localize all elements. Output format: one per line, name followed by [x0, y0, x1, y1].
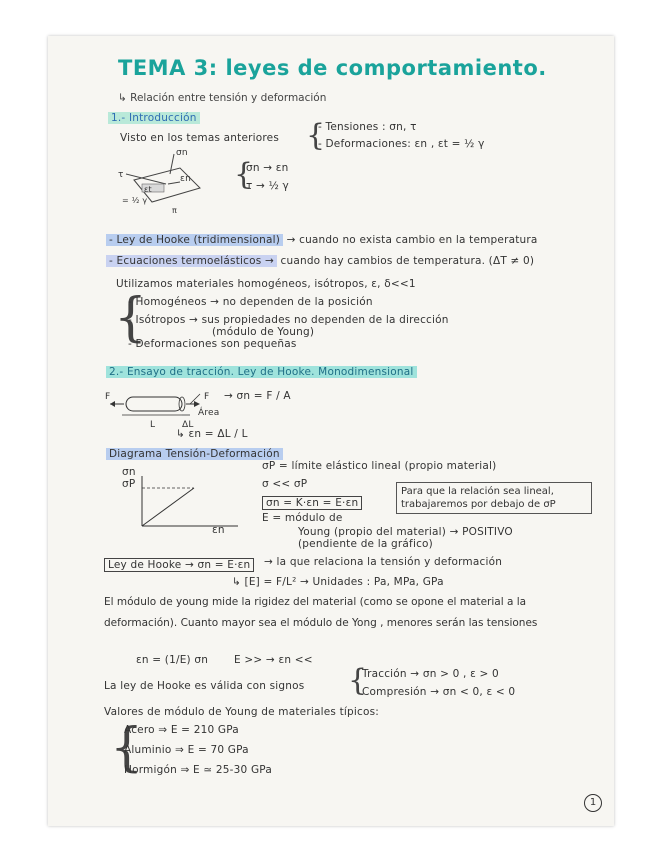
brace-relations: { — [234, 157, 254, 192]
sign-item: Compresión → σn < 0, ε < 0 — [362, 686, 516, 698]
force-right-label: F — [204, 392, 210, 402]
diagram-axis-y: σn — [122, 466, 136, 478]
property-item: - Homogéneos → no dependen de la posición — [128, 296, 373, 308]
intro-list-item: - Tensiones : σn, τ — [318, 121, 417, 133]
intro-heading: 1.- Introducción — [108, 112, 200, 124]
page-subtitle: ↳ Relación entre tensión y deformación — [118, 92, 327, 104]
diagram-heading: Diagrama Tensión-Deformación — [106, 448, 283, 460]
linear-note-box: Para que la relación sea lineal, trabajaremos por debajo de σP — [396, 482, 592, 514]
diagram-axis-y2: σP — [122, 478, 136, 490]
hooke-thermo-row — [106, 255, 534, 267]
page-number: 1 — [584, 794, 602, 812]
property-item: - Deformaciones son pequeñas — [128, 338, 297, 350]
fig-half-gamma: = ½ γ — [122, 196, 148, 205]
hooke-tri-text: → cuando no exista cambio en la temperatura — [286, 234, 538, 246]
e-definition: E = módulo de — [262, 512, 343, 524]
e-definition-2: Young (propio del material) → POSITIVO — [298, 526, 513, 538]
e-definition-3: (pendiente de la gráfico) — [298, 538, 433, 550]
hooke-tri-row — [106, 234, 538, 246]
sign-item: Tracción → σn > 0 , ε > 0 — [362, 668, 499, 680]
delta-length-label: ΔL — [182, 420, 194, 430]
intro-seen-text: Visto en los temas anteriores — [120, 132, 280, 144]
stress-element-figure — [114, 154, 234, 214]
brace-intro: { — [306, 118, 326, 153]
notebook-page — [48, 36, 614, 826]
sigma-condition: σ << σP — [262, 478, 308, 490]
young-paragraph: El módulo de young mide la rigidez del material (como se opone el material a la deformación). Cuanto mayor sea el módulo de Yong , menores serán las tensiones — [104, 596, 538, 629]
hooke-law-text: → la que relaciona la tensión y deformación — [264, 556, 503, 568]
typical-item: Aluminio ⇒ E = 70 GPa — [124, 744, 249, 756]
typical-item: Hormigón ⇒ E ≃ 25-30 GPa — [124, 764, 273, 776]
force-left-label: F — [105, 392, 111, 402]
brace-properties: { — [114, 288, 148, 348]
sigma-equation: → σn = F / A — [224, 390, 291, 402]
brace-signs: { — [348, 663, 368, 698]
hooke-law-box: Ley de Hooke → σn = E·εn — [104, 558, 254, 572]
fig-tau: τ — [118, 170, 124, 180]
hooke-thermo-text: cuando hay cambios de temperatura. (ΔT ≠ 0) — [280, 255, 535, 267]
property-item: - Isótropos → sus propiedades no dependen de la dirección — [128, 314, 449, 326]
hooke-tri-label: - Ley de Hooke (tridimensional) — [106, 234, 283, 246]
fig-eps-n: εn — [180, 174, 191, 184]
young-eq: εn = (1/E) σn — [136, 654, 209, 666]
page-title: TEMA 3: leyes de comportamiento. — [118, 56, 547, 80]
units-text: ↳ [E] = F/L² → Unidades : Pa, MPa, GPa — [232, 576, 444, 588]
signs-text: La ley de Hooke es válida con signos — [104, 680, 305, 692]
diagram-axis-x: εn — [212, 524, 225, 536]
fig-eps-t: εt — [144, 185, 152, 194]
sigma-p-definition: σP = límite elástico lineal (propio material) — [262, 460, 497, 472]
hooke-thermo-label: - Ecuaciones termoelásticos → — [106, 255, 277, 267]
area-label: Área — [198, 408, 220, 418]
brace-typical: { — [110, 718, 144, 778]
materials-text: Utilizamos materiales homogéneos, isótropos, ε, δ<<1 — [116, 278, 416, 290]
fig-pi: π — [172, 206, 178, 215]
typical-item: Acero ⇒ E = 210 GPa — [124, 724, 239, 736]
epsilon-equation: ↳ εn = ΔL / L — [176, 428, 248, 440]
property-item: (módulo de Young) — [212, 326, 315, 338]
intro-list-item: - Deformaciones: εn , εt = ½ γ — [318, 138, 485, 150]
traction-heading: 2.- Ensayo de tracción. Ley de Hooke. Monodimensional — [106, 366, 417, 378]
young-eq-2: E >> → εn << — [234, 654, 313, 666]
relation-item: σn → εn — [246, 162, 289, 174]
length-label: L — [150, 420, 156, 430]
relation-item: τ → ½ γ — [246, 180, 289, 192]
proportional-equation: σn = K·εn = E·εn — [262, 496, 362, 510]
typical-values-text: Valores de módulo de Young de materiales típicos: — [104, 706, 380, 718]
fig-sigma-n: σn — [176, 148, 188, 158]
stress-strain-diagram — [138, 476, 258, 534]
